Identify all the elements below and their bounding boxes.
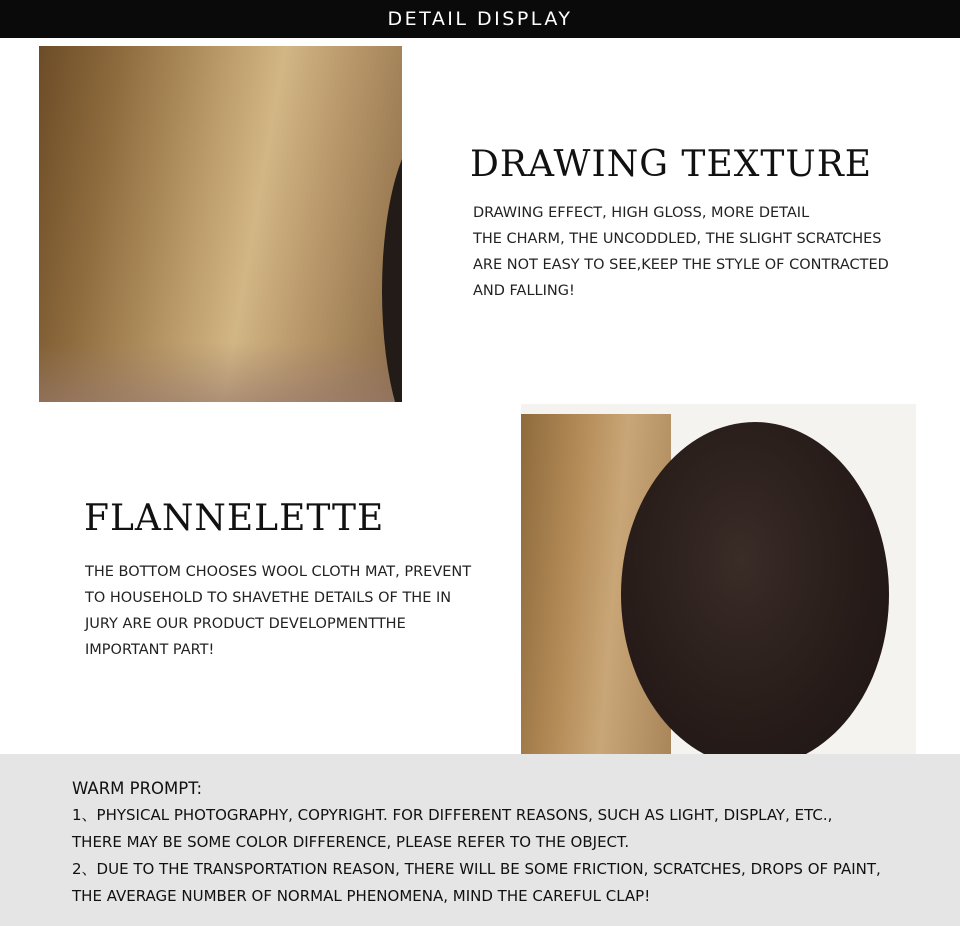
header-bar <box>0 0 960 38</box>
warm-prompt-panel <box>0 754 960 926</box>
prompt-line: THERE MAY BE SOME COLOR DIFFERENCE, PLEASE REFER TO THE OBJECT. <box>72 833 630 851</box>
description-line: TO HOUSEHOLD TO SHAVETHE DETAILS OF THE IN <box>85 590 452 606</box>
warm-prompt-text <box>72 802 881 910</box>
drawing-texture-description <box>473 200 889 304</box>
header-title: DETAIL DISPLAY <box>387 8 573 30</box>
prompt-line: 1、PHYSICAL PHOTOGRAPHY, COPYRIGHT. FOR DIFFERENT REASONS, SUCH AS LIGHT, DISPLAY, ETC., <box>72 806 833 824</box>
description-line: THE BOTTOM CHOOSES WOOL CLOTH MAT, PREVENT <box>85 564 472 580</box>
prompt-line: 2、DUE TO THE TRANSPORTATION REASON, THERE WILL BE SOME FRICTION, SCRATCHES, DROPS OF PAINT, <box>72 860 881 878</box>
description-line: ARE NOT EASY TO SEE,KEEP THE STYLE OF CONTRACTED <box>473 257 889 273</box>
description-line: AND FALLING! <box>473 283 575 299</box>
description-line: IMPORTANT PART! <box>85 642 215 658</box>
felt-pad <box>621 422 889 754</box>
brushed-metal-closeup-photo <box>39 46 402 402</box>
flannelette-description <box>85 559 471 663</box>
warm-prompt-title: WARM PROMPT: <box>72 779 203 798</box>
prompt-line: THE AVERAGE NUMBER OF NORMAL PHENOMENA, MIND THE CAREFUL CLAP! <box>72 887 651 905</box>
flannelette-heading: FLANNELETTE <box>84 498 385 539</box>
description-line: THE CHARM, THE UNCODDLED, THE SLIGHT SCRATCHES <box>473 231 882 247</box>
felt-bottom-photo <box>521 404 916 754</box>
photo-shade <box>39 342 402 402</box>
description-line: DRAWING EFFECT, HIGH GLOSS, MORE DETAIL <box>473 205 810 221</box>
drawing-texture-heading: DRAWING TEXTURE <box>470 144 873 185</box>
description-line: JURY ARE OUR PRODUCT DEVELOPMENTTHE <box>85 616 406 632</box>
